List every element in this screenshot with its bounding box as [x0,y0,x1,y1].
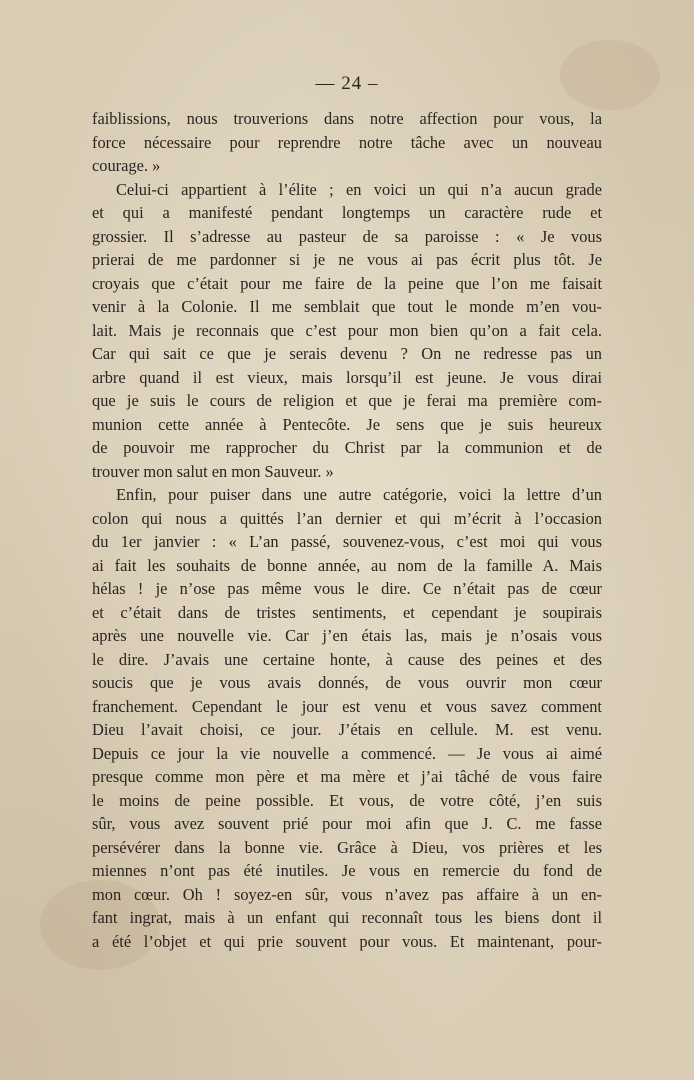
text-line: a été l’objet et qui prie souvent pour vous. Et maintenant, pour- [92,931,602,951]
text-line: soucis que je vous avais donnés, de vous ouvrir mon cœur [92,673,602,692]
text-line: et qui a manifesté pendant longtemps un caractère rude et [92,203,602,222]
text-line: munion cette année à Pentecôte. Je sens que je suis heureux [92,414,602,434]
text-line: Enfin, pour puiser dans une autre catégorie, voici la lettre d’un [116,485,602,504]
text-line: hélas ! je n’ose pas même vous le dire. Ce n’était pas de cœur [92,579,602,598]
page-number: — 24 – [315,73,379,94]
text-line: faiblissions, nous trouverions dans notre affection pour vous, la [92,109,602,128]
text-line: franchement. Cependant le jour est venu et vous savez comment [92,696,602,716]
text-line: lait. Mais je reconnais que c’est pour mon bien qu’on a fait cela. [92,320,602,340]
text-line: du 1er janvier : « L’an passé, souvenez-vous, c’est moi qui vous [92,532,602,551]
text-line: après une nouvelle vie. Car j’en étais las, mais je n’osais vous [92,626,602,645]
text-line: le dire. J’avais une certaine honte, à cause des peines et des [92,649,602,669]
text-line: trouver mon salut en mon Sauveur. » [92,461,334,481]
text-line: et c’était dans de tristes sentiments, et cependant je soupirais [92,602,602,622]
text-line: ai fait les souhaits de bonne année, au nom de la famille A. Mais [92,555,602,575]
text-line: presque comme mon père et ma mère et j’ai tâché de vous faire [92,767,602,786]
text-line: venir à la Colonie. Il me semblait que tout le monde m’en vou- [92,297,602,316]
text-line: prierai de me pardonner si je ne vous ai pas écrit plus tôt. Je [92,250,602,269]
text-line: Celui-ci appartient à l’élite ; en voici un qui n’a aucun grade [116,179,602,199]
text-line: que je suis le cours de religion et que je ferai ma première com- [92,391,602,410]
text-line: le moins de peine possible. Et vous, de votre côté, j’en suis [92,790,602,810]
text-line: force nécessaire pour reprendre notre tâche avec un nouveau [92,132,602,152]
text-line: fant ingrat, mais à un enfant qui reconnaît tous les biens dont il [92,908,602,927]
text-line: Car qui sait ce que je serais devenu ? On ne redresse pas un [92,344,602,363]
text-line: mon cœur. Oh ! soyez-en sûr, vous n’avez pas affaire à un en- [92,884,602,904]
text-line: persévérer dans la bonne vie. Grâce à Dieu, vos prières et les [92,837,602,857]
text-line: grossier. Il s’adresse au pasteur de sa paroisse : « Je vous [92,226,602,246]
text-line: arbre quand il est vieux, mais lorsqu’il est jeune. Je vous dirai [92,367,602,387]
text-line: miennes n’ont pas été inutiles. Je vous en remercie du fond de [92,861,602,880]
text-line: courage. » [92,156,161,175]
text-line: Depuis ce jour la vie nouvelle a commencé. — Je vous ai aimé [92,743,602,763]
text-line: colon qui nous a quittés l’an dernier et qui m’écrit à l’occasion [92,508,602,528]
body-text [92,107,602,953]
text-line: Dieu l’avait choisi, ce jour. J’étais en cellule. M. est venu. [92,720,602,739]
text-line: de pouvoir me rapprocher du Christ par la communion et de [92,438,602,457]
text-line: croyais que c’était pour me faire de la peine que l’on me faisait [92,273,602,293]
text-line: sûr, vous avez souvent prié pour moi afin que J. C. me fasse [92,814,602,833]
